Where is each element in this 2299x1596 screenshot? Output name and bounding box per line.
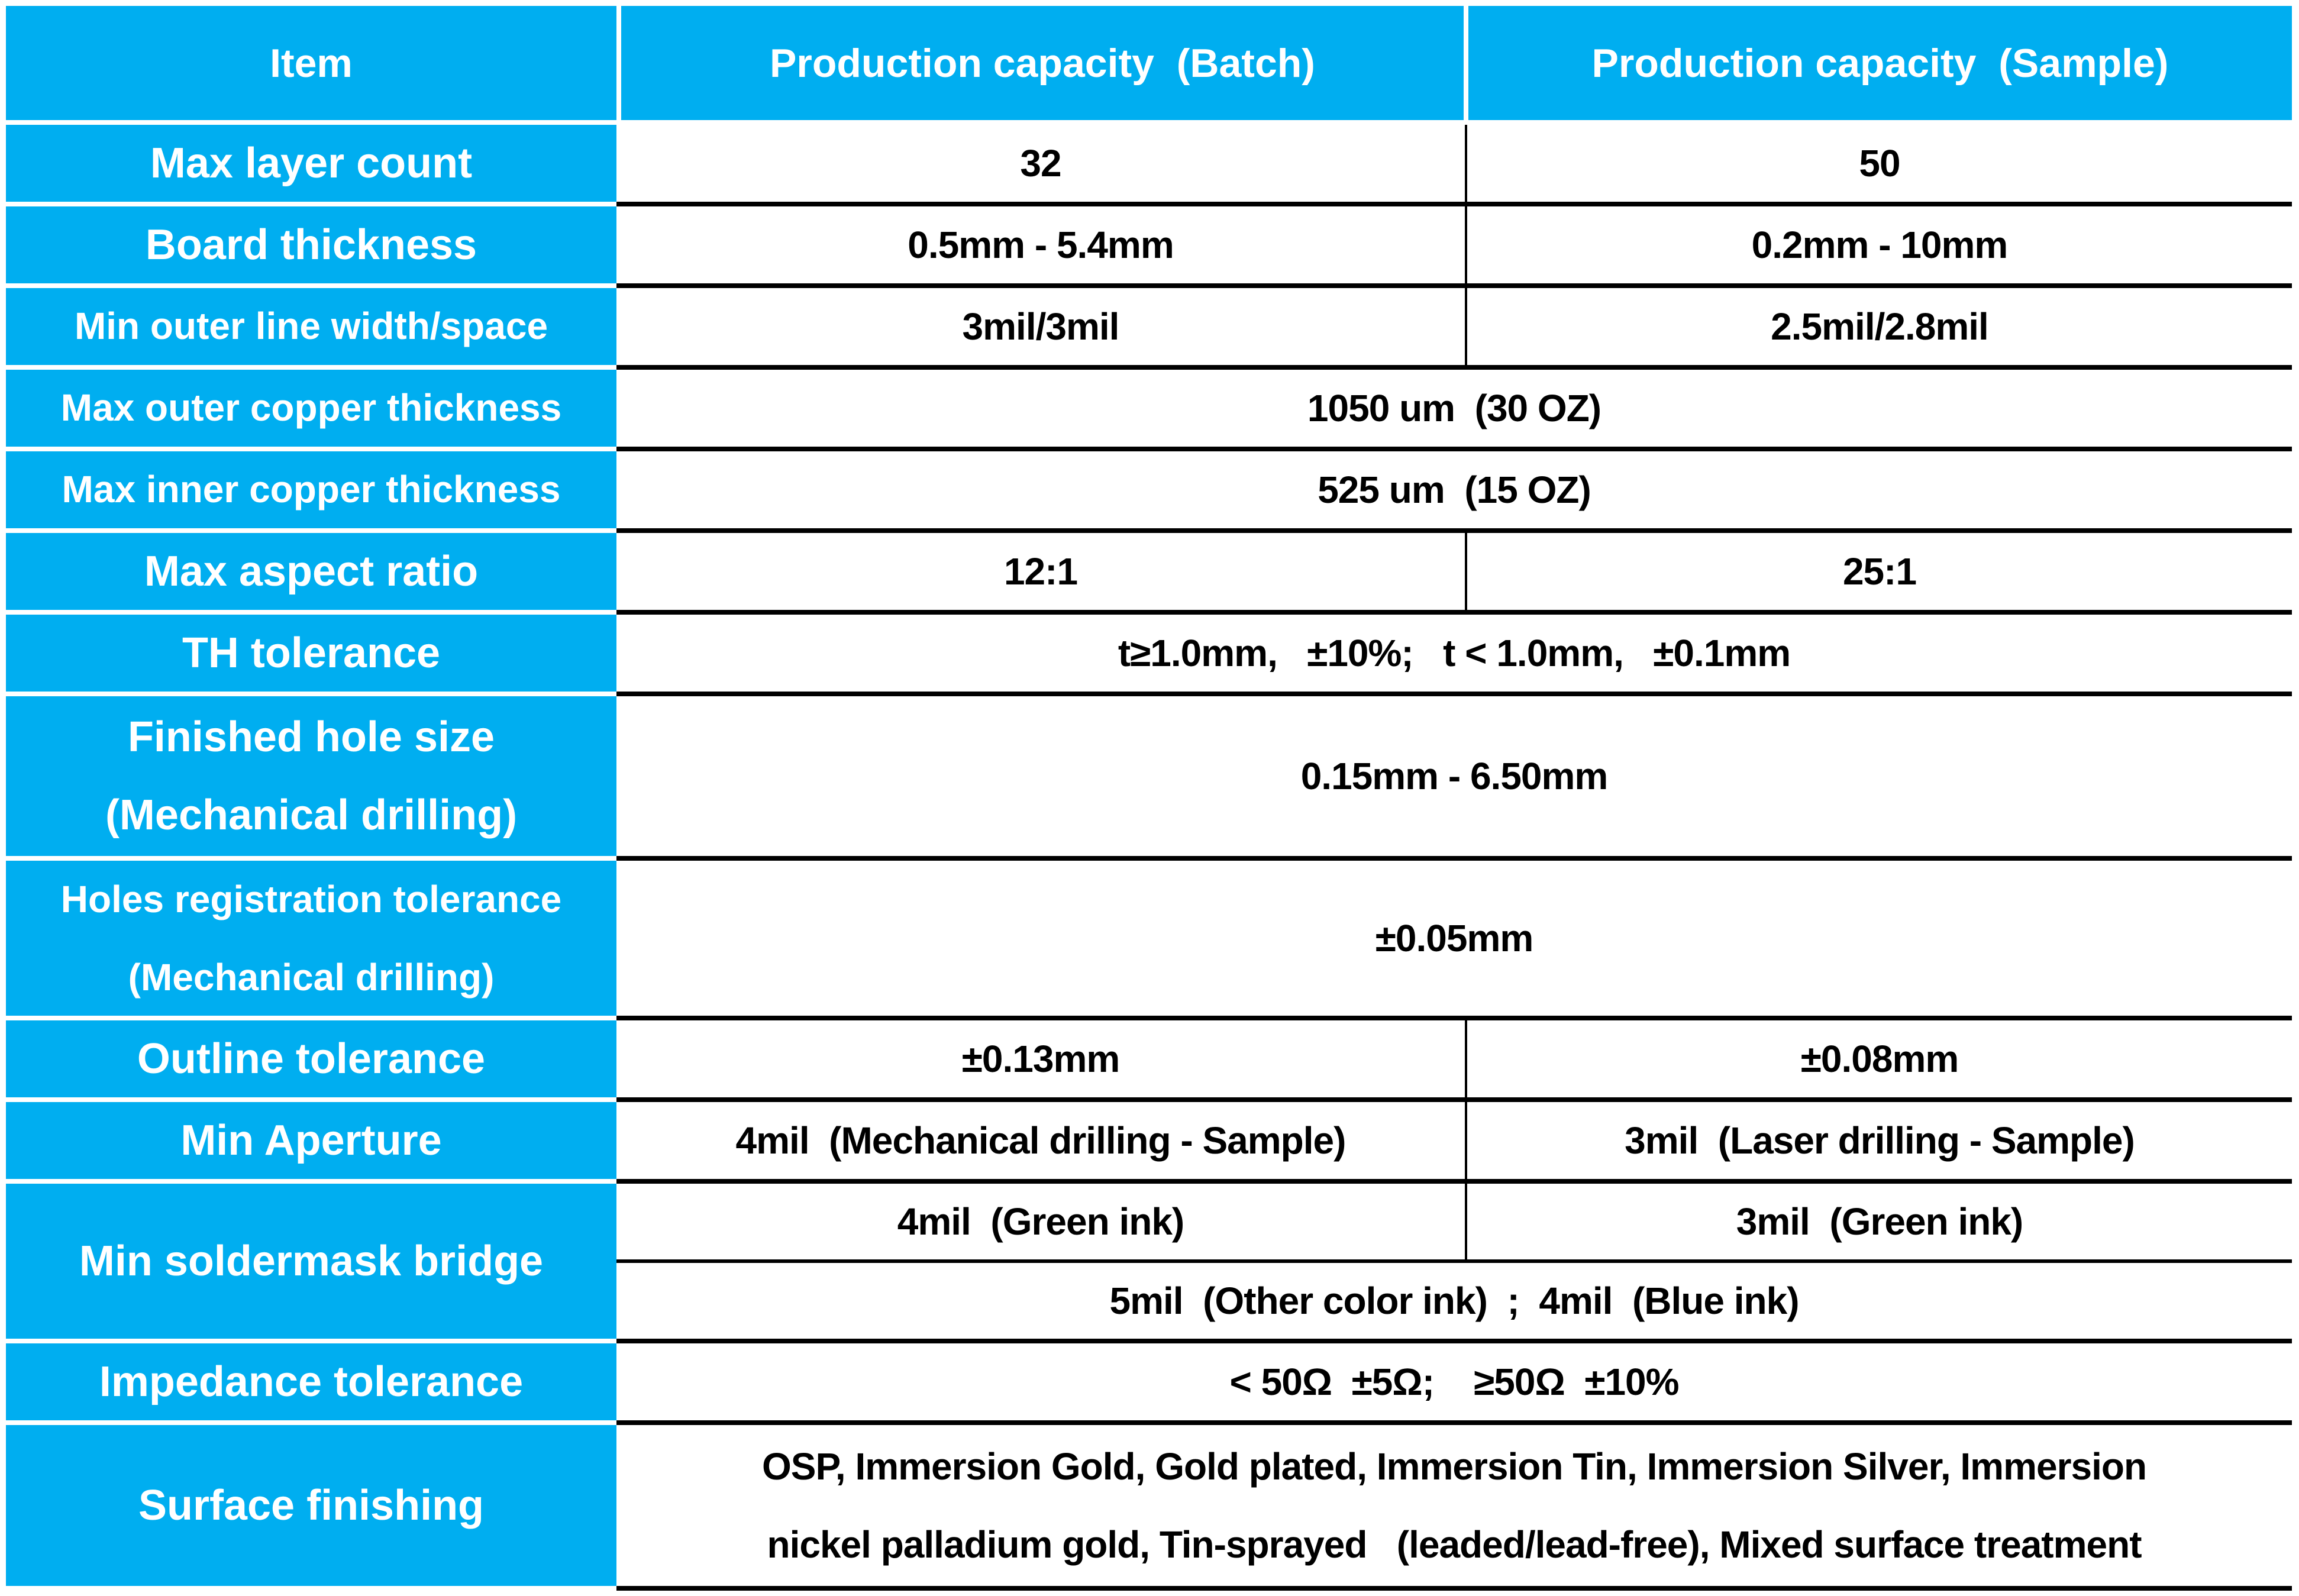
row-label-text: Board thickness bbox=[145, 221, 477, 269]
row-label-text: Min Aperture bbox=[180, 1116, 442, 1164]
row-th-tolerance bbox=[6, 615, 2292, 696]
row-data bbox=[616, 696, 2292, 861]
header-item-cell: Item bbox=[6, 6, 616, 120]
row-label-text: Max aspect ratio bbox=[144, 547, 479, 595]
row-label-text: Impedance tolerance bbox=[99, 1358, 524, 1406]
row-data bbox=[616, 533, 2292, 615]
row-data bbox=[616, 125, 2292, 206]
row-label-text: Min outer line width/space bbox=[74, 305, 548, 348]
row-max-outer-copper-thickness bbox=[6, 370, 2292, 451]
row-label-text: Outline tolerance bbox=[137, 1035, 486, 1083]
row-label bbox=[6, 1020, 616, 1102]
row-data bbox=[616, 1184, 2292, 1343]
row-label bbox=[6, 1425, 616, 1591]
row-data bbox=[616, 288, 2292, 370]
cell-sample: 25:1 bbox=[1465, 533, 2292, 615]
cell-sample: 50 bbox=[1465, 125, 2292, 206]
cell-merged: 525 um (15 OZ) bbox=[616, 451, 2292, 533]
cell-merged: ±0.05mm bbox=[616, 861, 2292, 1020]
cell-batch: 4mil (Green ink) bbox=[616, 1184, 1465, 1263]
soldermask-subrow-other bbox=[616, 1263, 2292, 1343]
row-label bbox=[6, 451, 616, 533]
row-label bbox=[6, 696, 616, 861]
cell-merged: < 50Ω ±5Ω; ≥50Ω ±10% bbox=[616, 1343, 2292, 1425]
row-label-text: Min soldermask bridge bbox=[79, 1237, 544, 1285]
row-label-line2: (Mechanical drilling) bbox=[105, 791, 518, 839]
cell-sample: 3mil (Laser drilling - Sample) bbox=[1465, 1102, 2292, 1184]
row-max-layer-count bbox=[6, 125, 2292, 206]
table-header-row bbox=[6, 6, 2292, 120]
header-sample-cell: Production capacity (Sample) bbox=[1468, 6, 2292, 120]
row-label bbox=[6, 1102, 616, 1184]
row-label bbox=[6, 370, 616, 451]
row-label bbox=[6, 206, 616, 288]
cell-merged bbox=[616, 1425, 2292, 1591]
cell-sample: ±0.08mm bbox=[1465, 1020, 2292, 1102]
row-data bbox=[616, 615, 2292, 696]
row-outline-tolerance bbox=[6, 1020, 2292, 1102]
cell-sample: 2.5mil/2.8mil bbox=[1465, 288, 2292, 370]
row-data bbox=[616, 861, 2292, 1020]
cell-batch: ±0.13mm bbox=[616, 1020, 1465, 1102]
pcb-capability-table bbox=[6, 6, 2292, 1591]
row-label-text: TH tolerance bbox=[182, 629, 441, 677]
cell-merged: t≥1.0mm, ±10%; t < 1.0mm, ±0.1mm bbox=[616, 615, 2292, 696]
row-data bbox=[616, 451, 2292, 533]
cell-sample: 3mil (Green ink) bbox=[1465, 1184, 2292, 1263]
surface-finishing-line2: nickel palladium gold, Tin-sprayed (leaded/lead-free), Mixed surface treatment bbox=[767, 1523, 2142, 1566]
row-label bbox=[6, 288, 616, 370]
row-data bbox=[616, 1425, 2292, 1591]
row-data bbox=[616, 206, 2292, 288]
row-label-text: Surface finishing bbox=[138, 1481, 485, 1529]
row-holes-registration-tolerance bbox=[6, 861, 2292, 1020]
row-label bbox=[6, 533, 616, 615]
cell-merged: 1050 um (30 OZ) bbox=[616, 370, 2292, 451]
cell-batch: 0.5mm - 5.4mm bbox=[616, 206, 1465, 288]
row-label-line1: Finished hole size bbox=[127, 713, 495, 761]
row-min-soldermask-bridge bbox=[6, 1184, 2292, 1343]
row-min-outer-line-width-space bbox=[6, 288, 2292, 370]
header-batch-cell: Production capacity (Batch) bbox=[621, 6, 1464, 120]
row-surface-finishing bbox=[6, 1425, 2292, 1591]
cell-merged: 0.15mm - 6.50mm bbox=[616, 696, 2292, 861]
row-label-text: Max inner copper thickness bbox=[62, 468, 561, 511]
row-label bbox=[6, 1184, 616, 1343]
row-board-thickness bbox=[6, 206, 2292, 288]
row-label bbox=[6, 615, 616, 696]
row-data bbox=[616, 1020, 2292, 1102]
row-label-text: Max outer copper thickness bbox=[60, 386, 562, 429]
row-label-text: Max layer count bbox=[150, 139, 473, 187]
cell-batch: 4mil (Mechanical drilling - Sample) bbox=[616, 1102, 1465, 1184]
row-label-line1: Holes registration tolerance bbox=[60, 878, 562, 920]
surface-finishing-line1: OSP, Immersion Gold, Gold plated, Immersion Tin, Immersion Silver, Immersion bbox=[761, 1445, 2147, 1488]
row-data bbox=[616, 1102, 2292, 1184]
row-min-aperture bbox=[6, 1102, 2292, 1184]
soldermask-subrow-green bbox=[616, 1184, 2292, 1263]
row-label bbox=[6, 1343, 616, 1425]
row-label bbox=[6, 125, 616, 206]
row-impedance-tolerance bbox=[6, 1343, 2292, 1425]
cell-merged: 5mil (Other color ink) ; 4mil (Blue ink) bbox=[616, 1263, 2292, 1343]
row-label bbox=[6, 861, 616, 1020]
row-label-line2: (Mechanical drilling) bbox=[128, 956, 495, 999]
cell-batch: 12:1 bbox=[616, 533, 1465, 615]
cell-sample: 0.2mm - 10mm bbox=[1465, 206, 2292, 288]
row-max-inner-copper-thickness bbox=[6, 451, 2292, 533]
cell-batch: 32 bbox=[616, 125, 1465, 206]
row-data bbox=[616, 370, 2292, 451]
row-data bbox=[616, 1343, 2292, 1425]
cell-batch: 3mil/3mil bbox=[616, 288, 1465, 370]
row-max-aspect-ratio bbox=[6, 533, 2292, 615]
row-finished-hole-size bbox=[6, 696, 2292, 861]
